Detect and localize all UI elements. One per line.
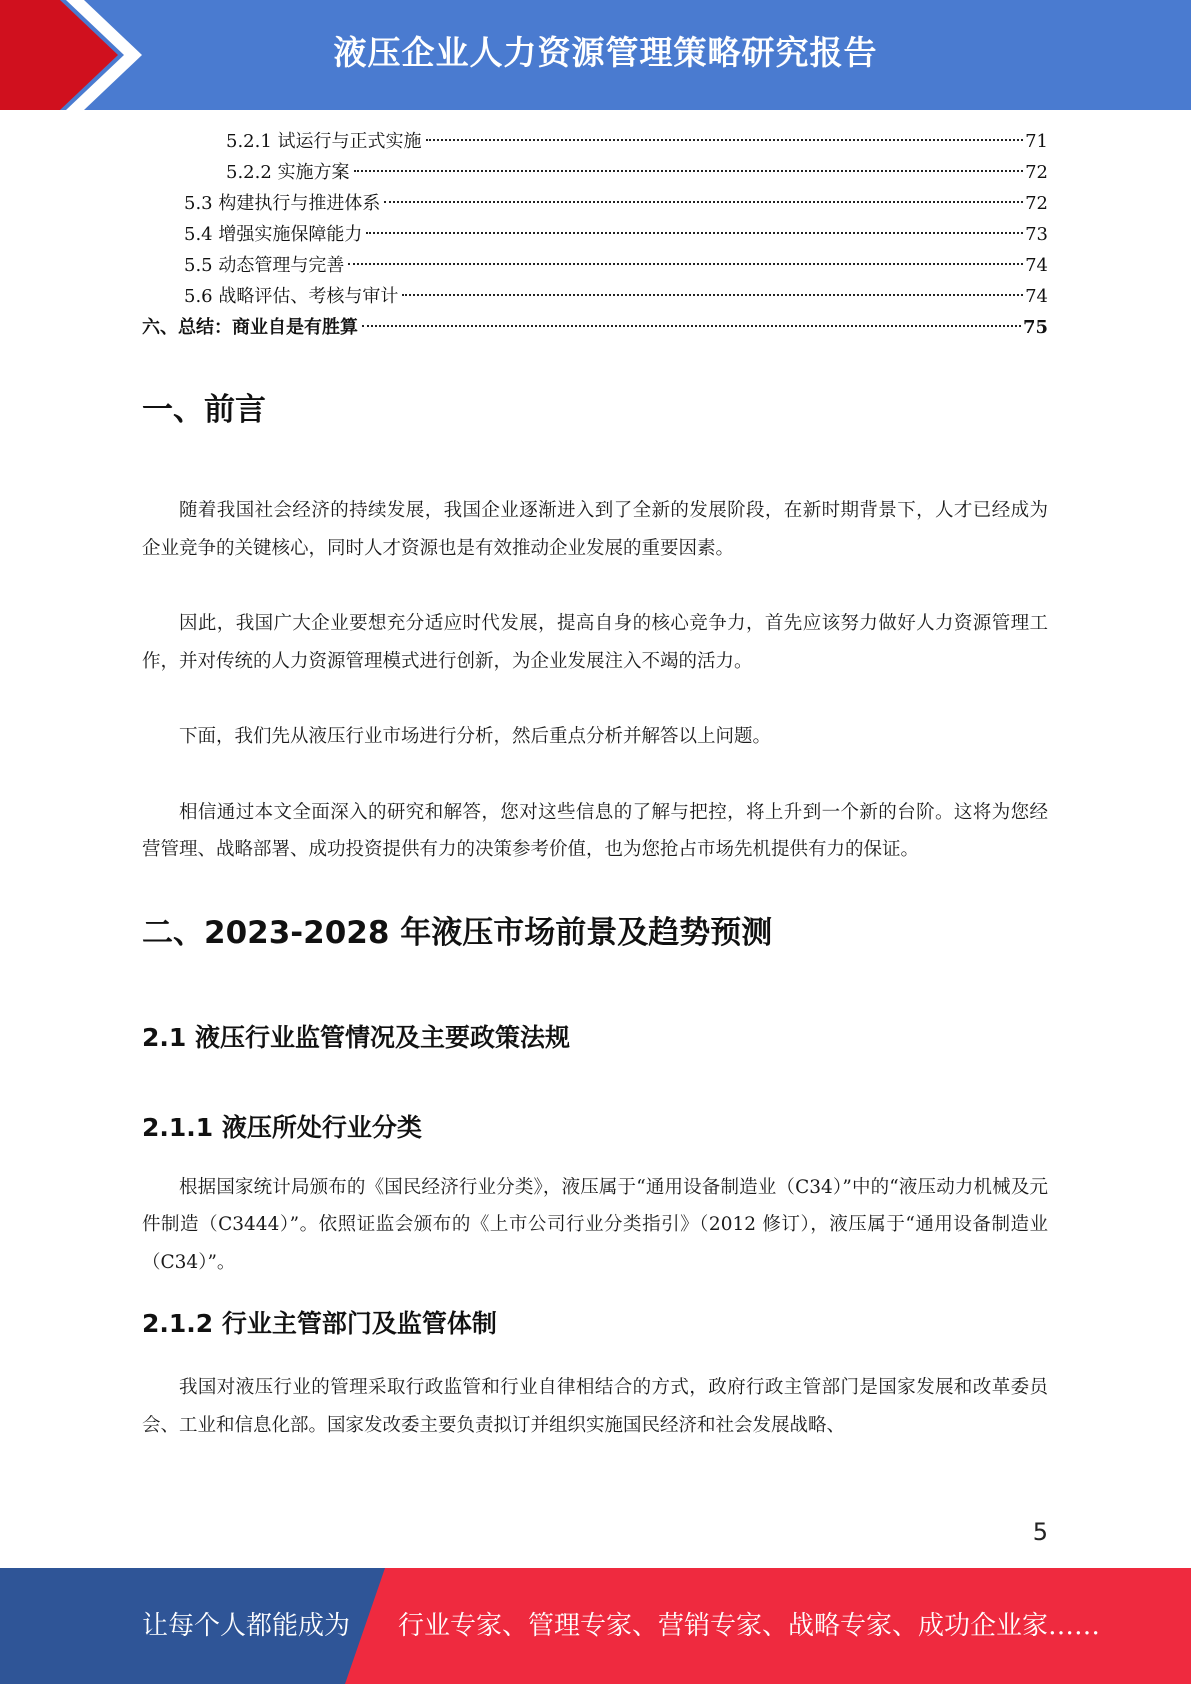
footer-slogan-right: 行业专家、管理专家、营销专家、战略专家、成功企业家…… (398, 1611, 1101, 1641)
toc-entry[interactable] (142, 250, 1048, 281)
toc-entry-page: 74 (1025, 286, 1048, 307)
header-banner (0, 0, 1191, 110)
toc-entry-label: 5.3 构建执行与推进体系 (184, 193, 381, 214)
toc-entry-page: 71 (1025, 131, 1048, 152)
toc-entry-label: 5.2.2 实施方案 (226, 162, 350, 183)
subsection-heading-regulation: 2.1 液压行业监管情况及主要政策法规 (142, 1022, 570, 1052)
body-paragraph: 因此，我国广大企业要想充分适应时代发展，提高自身的核心竞争力，首先应该努力做好人力资源管理工作，并对传统的人力资源管理模式进行创新，为企业发展注入不竭的活力。 (142, 613, 1048, 672)
section-heading-preface: 一、前言 (142, 392, 266, 428)
footer-slogan-left: 让每个人都能成为 (142, 1611, 351, 1641)
toc-entry[interactable] (142, 188, 1048, 219)
toc-entry[interactable] (142, 126, 1048, 157)
toc-entry-label: 5.6 战略评估、考核与审计 (184, 286, 399, 307)
toc-entry[interactable] (142, 219, 1048, 250)
toc-entry-label: 5.5 动态管理与完善 (184, 255, 345, 276)
toc-leader-dots (384, 201, 1023, 203)
toc-entry-page: 72 (1025, 193, 1048, 214)
section-heading-market-outlook: 二、2023-2028 年液压市场前景及趋势预测 (142, 914, 773, 951)
toc-leader-dots (362, 325, 1021, 327)
report-title: 液压企业人力资源管理策略研究报告 (333, 33, 878, 72)
toc-entry-page: 75 (1022, 317, 1048, 338)
body-paragraph: 根据国家统计局颁布的《国民经济行业分类》，液压属于“通用设备制造业（C34）”中的“液压动力机械及元件制造（C3444）”。依照证监会颁布的《上市公司行业分类指引》（2012 修订），液压属于“通用设备制造业（C34）”。 (142, 1176, 1048, 1273)
table-of-contents (142, 126, 1048, 343)
toc-entry[interactable] (142, 312, 1048, 343)
toc-entry-page: 73 (1025, 224, 1048, 245)
toc-leader-dots (354, 170, 1024, 172)
toc-entry-label: 六、总结：商业自是有胜算 (142, 317, 358, 338)
toc-leader-dots (402, 294, 1023, 296)
main-content (142, 380, 1048, 1444)
body-paragraph: 随着我国社会经济的持续发展，我国企业逐渐进入到了全新的发展阶段，在新时期背景下，人才已经成为企业竞争的关键核心，同时人才资源也是有效推动企业发展的重要因素。 (142, 500, 1048, 559)
subsubsection-heading-authority: 2.1.2 行业主管部门及监管体制 (142, 1309, 497, 1338)
toc-entry-page: 72 (1025, 162, 1048, 183)
body-paragraph: 我国对液压行业的管理采取行政监管和行业自律相结合的方式，政府行政主管部门是国家发展和改革委员会、工业和信息化部。国家发改委主要负责拟订并组织实施国民经济和社会发展战略、 (142, 1377, 1048, 1436)
body-paragraph: 下面，我们先从液压行业市场进行分析，然后重点分析并解答以上问题。 (179, 726, 772, 747)
toc-leader-dots (348, 263, 1023, 265)
toc-leader-dots (366, 232, 1023, 234)
toc-leader-dots (426, 139, 1024, 141)
footer-banner (0, 1568, 1191, 1684)
body-paragraph: 相信通过本文全面深入的研究和解答，您对这些信息的了解与把控，将上升到一个新的台阶。这将为您经营管理、战略部署、成功投资提供有力的决策参考价值，也为您抢占市场先机提供有力的保证。 (142, 801, 1048, 860)
toc-entry-label: 5.2.1 试运行与正式实施 (226, 131, 422, 152)
toc-entry[interactable] (142, 157, 1048, 188)
page-number: 5 (1032, 1518, 1048, 1546)
toc-entry-page: 74 (1025, 255, 1048, 276)
toc-entry[interactable] (142, 281, 1048, 312)
subsubsection-heading-classification: 2.1.1 液压所处行业分类 (142, 1112, 422, 1142)
toc-entry-label: 5.4 增强实施保障能力 (184, 224, 363, 245)
